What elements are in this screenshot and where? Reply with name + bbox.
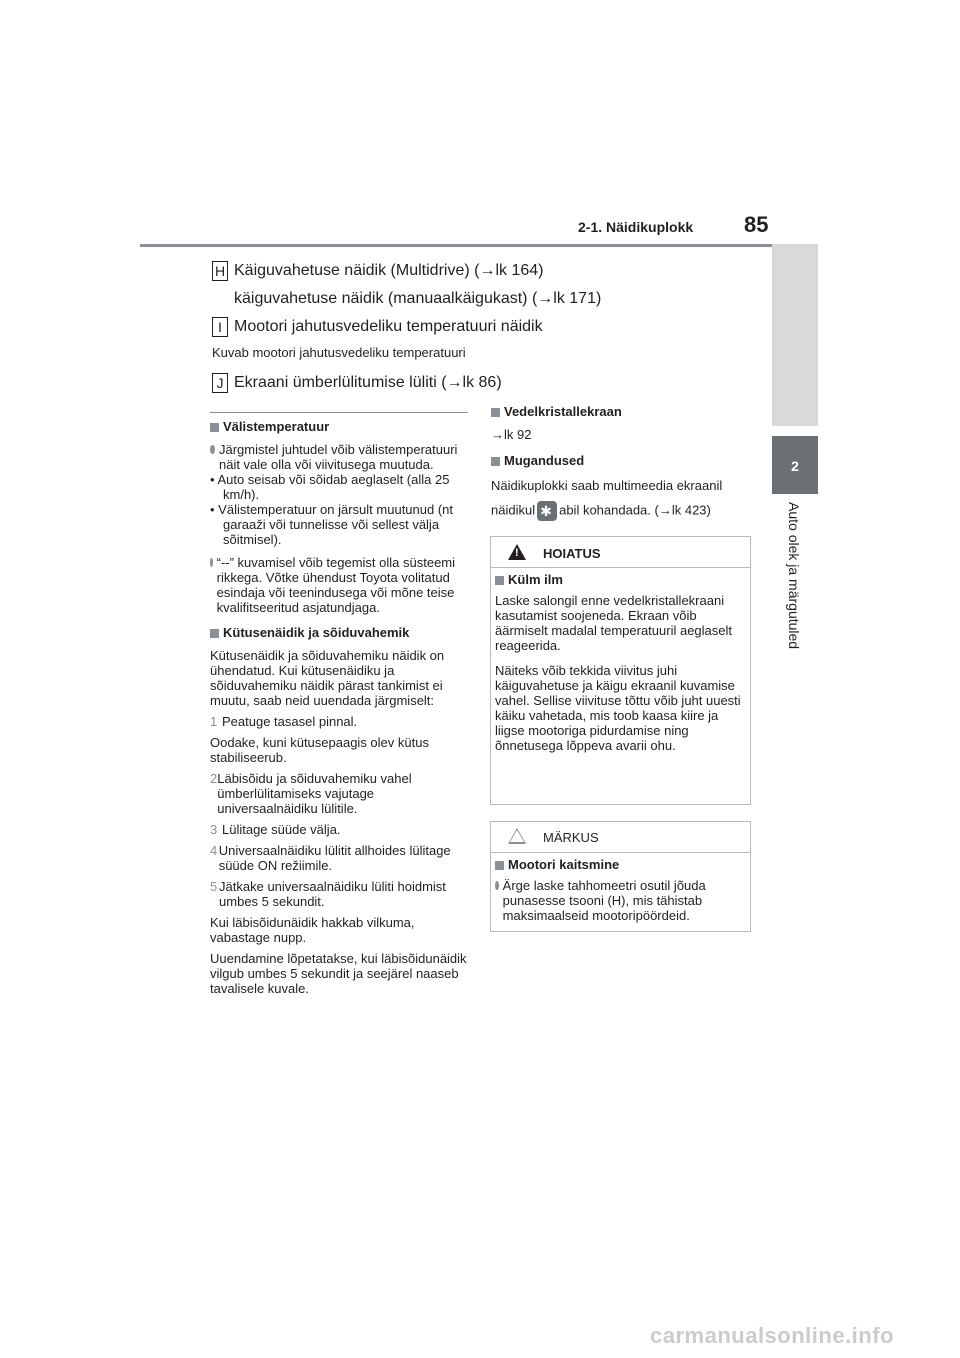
item-h-line1: Käiguvahetuse näidik (Multidrive) (→lk 164) [234, 262, 544, 279]
square-bullet-icon [491, 457, 500, 466]
label-j: J [212, 373, 228, 393]
step-4: 4 Universaalnäidiku lülitit allhoides lülitage süüde ON režiimile. [210, 843, 451, 873]
label-h: H [212, 261, 228, 281]
notice-bullet: Ärge laske tahhomeetri osutil jõuda punasesse tsooni (H), mis tähistab maksimaalseid mootoripöördeid. [495, 878, 746, 923]
warning-p1: Laske salongil enne vedelkristallekraani kasutamist soojeneda. Ekraan võib äärmiselt madalal temperatuuril aeglaselt reageerida. [495, 593, 733, 653]
notice-header [491, 822, 750, 853]
item-j-line1: Ekraani ümberlülitumise lüliti (→lk 86) [234, 374, 502, 391]
left-rule [210, 412, 468, 413]
bullet-dot-icon [210, 558, 213, 567]
s3-title: Vedelkristallekraan [504, 404, 622, 419]
item-h [212, 260, 762, 310]
s1-sub2: • Välistemperatuur on järsult muutunud (nt garaaži või tunnelisse või sellest välja sõitmisel). [210, 502, 454, 547]
chapter-title: Auto olek ja märgutuled [786, 502, 802, 650]
s1-bullet1: Järgmistel juhtudel võib välistemperatuuri näit vale olla või viivitusega muutuda. [210, 442, 472, 472]
bullet-dot-icon [495, 881, 499, 890]
step-2: 2 Läbisõidu ja sõiduvahemiku vahel ümberlülitamiseks vajutage universaalnäidiku lülitile. [210, 771, 412, 816]
label-i: I [212, 317, 228, 337]
warning-p2: Näiteks võib tekkida viivitus juhi käiguvahetuse ja käigu ekraanil kuvamise vahel. Sellise viivituse tõttu võib juht uuesti käiku vahetada, mis toob kaasa kiire ja liigse mootoriga pidurdamise ning õnnetusega lõppeva avarii ohu. [495, 663, 741, 753]
step-1: 1 Peatuge tasasel pinnal. [210, 714, 358, 729]
wait-text: Oodake, kuni kütusepaagis olev kütus stabiliseerub. [210, 735, 429, 765]
caution-icon [508, 828, 526, 844]
gear-icon [537, 501, 557, 521]
left-column [210, 419, 472, 996]
step-3: 3 Lülitage süüde välja. [210, 822, 341, 837]
item-i-line1: Mootori jahutusvedeliku temperatuuri näidik [234, 318, 543, 335]
warning-sub: Külm ilm [508, 572, 563, 587]
s4-title: Mugandused [504, 453, 585, 468]
square-bullet-icon [495, 576, 504, 585]
right-column [491, 404, 753, 521]
square-bullet-icon [491, 408, 500, 417]
item-i [212, 316, 762, 338]
s2-title: Kütusenäidik ja sõiduvahemik [223, 625, 410, 640]
square-bullet-icon [210, 423, 219, 432]
warning-title: HOIATUS [543, 546, 601, 561]
warning-box [490, 536, 751, 805]
step-5: 5 Jätkake universaalnäidiku lüliti hoidmist umbes 5 sekundit. [210, 879, 446, 909]
warning-header [491, 537, 750, 568]
s1-sub1: • Auto seisab või sõidab aeglaselt (alla 25 km/h). [210, 472, 450, 502]
section-title: 2-1. Näidikuplokk [578, 219, 694, 235]
s2-intro: Kütusenäidik ja sõiduvahemiku näidik on ühendatud. Kui kütusenäidiku ja sõiduvahemiku näidik pärast tankimist ei muutu, saab neid uuendada järgmiselt: [210, 648, 445, 708]
warning-icon [508, 544, 526, 560]
side-tab-strip-top [772, 244, 818, 426]
s4-line1: Näidikuplokki saab multimeedia ekraanil [491, 478, 723, 493]
notice-box [490, 821, 751, 932]
blink-text: Kui läbisõidunäidik hakkab vilkuma, vabastage nupp. [210, 915, 415, 945]
notice-sub: Mootori kaitsmine [508, 857, 620, 872]
bullet-dot-icon [210, 445, 215, 454]
chapter-number: 2 [791, 458, 799, 474]
header-rule [140, 244, 818, 247]
item-i-desc: Kuvab mootori jahutusvedeliku temperatuuri [212, 345, 466, 360]
square-bullet-icon [210, 629, 219, 638]
notice-title: MÄRKUS [543, 830, 599, 845]
s1-title: Välistemperatuur [223, 419, 330, 434]
s3-ref: →lk 92 [491, 427, 532, 442]
s1-bullet2: “--” kuvamisel võib tegemist olla süsteemi rikkega. Võtke ühendust Toyota volitatud esindaja või teenindusega või mõne teise kvalifitseeritud asjatundjaga. [210, 555, 472, 615]
s4-line2: näidikul✱ abil kohandada. (→lk 423) [491, 501, 753, 521]
square-bullet-icon [495, 861, 504, 870]
footer-watermark: carmanualsonline.info [650, 1323, 894, 1348]
page-number: 85 [744, 212, 769, 237]
item-h-line2: käiguvahetuse näidik (manuaalkäigukast) (→lk 171) [234, 290, 602, 307]
item-j [212, 372, 762, 394]
end-text: Uuendamine lõpetatakse, kui läbisõidunäidik vilgub umbes 5 sekundit ja seejärel naaseb tavalisele kuvale. [210, 951, 467, 996]
